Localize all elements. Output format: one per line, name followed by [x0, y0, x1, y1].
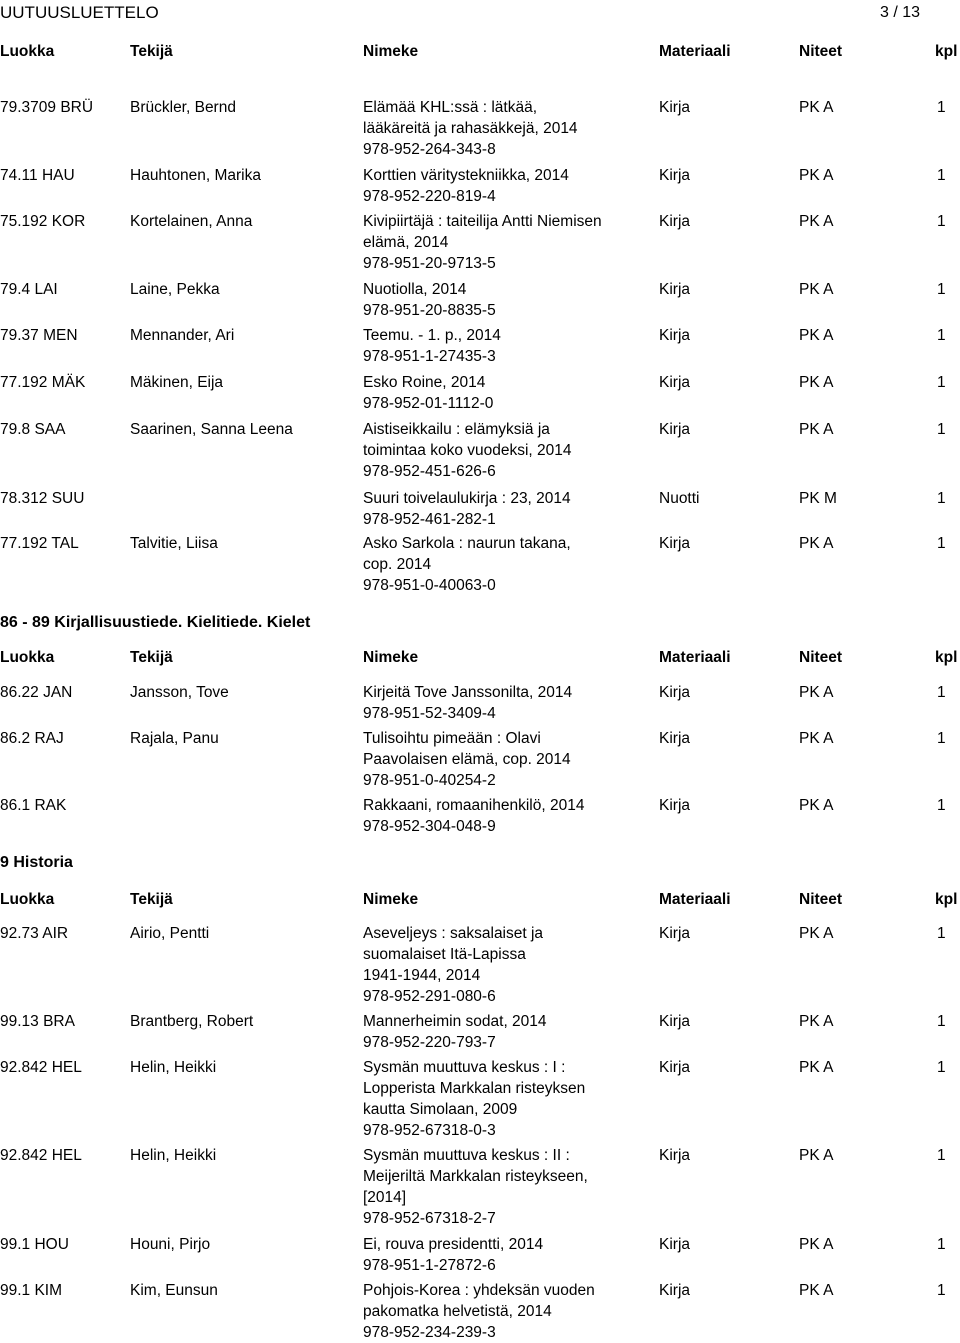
col-nimeke	[363, 97, 578, 160]
column-header-nimeke: Nimeke	[363, 649, 419, 666]
col-luokka: 79.37 MEN	[0, 327, 78, 344]
isbn-line: 978-951-20-9713-5	[363, 255, 496, 272]
col-nimeke	[363, 1145, 588, 1229]
col-tekija: Laine, Pekka	[130, 281, 220, 298]
title-line: Aistiseikkailu : elämyksiä ja	[363, 421, 550, 438]
column-header-niteet: Niteet	[799, 649, 843, 666]
isbn-line: 978-952-461-282-1	[363, 511, 496, 528]
col-nimeke	[363, 488, 571, 530]
col-nimeke	[363, 325, 501, 367]
col-tekija: Hauhtonen, Marika	[130, 167, 261, 184]
col-niteet: PK A	[799, 99, 834, 116]
isbn-line: 978-951-1-27872-6	[363, 1257, 496, 1274]
col-luokka: 79.3709 BRÜ	[0, 99, 94, 116]
title-line: Meijeriltä Markkalan risteykseen,	[363, 1168, 588, 1185]
col-nimeke	[363, 1234, 543, 1276]
title-line: Paavolaisen elämä, cop. 2014	[363, 751, 571, 768]
title-line: Mannerheimin sodat, 2014	[363, 1013, 547, 1030]
col-luokka: 86.2 RAJ	[0, 730, 64, 747]
col-niteet: PK A	[799, 1013, 834, 1030]
col-luokka: 79.8 SAA	[0, 421, 66, 438]
isbn-line: 978-951-0-40063-0	[363, 577, 496, 594]
col-luokka: 86.22 JAN	[0, 684, 73, 701]
isbn-line: 978-952-67318-0-3	[363, 1122, 496, 1139]
col-kpl: 1	[937, 797, 946, 814]
title-line: Elämää KHL:ssä : lätkää,	[363, 99, 538, 116]
col-luokka: 99.1 HOU	[0, 1236, 69, 1253]
col-kpl: 1	[937, 99, 946, 116]
col-nimeke	[363, 533, 571, 596]
col-kpl: 1	[937, 1236, 946, 1253]
isbn-line: 978-952-291-080-6	[363, 988, 496, 1005]
title-line: Ei, rouva presidentti, 2014	[363, 1236, 544, 1253]
col-kpl: 1	[937, 327, 946, 344]
col-kpl: 1	[937, 374, 946, 391]
title-line: Pohjois-Korea : yhdeksän vuoden	[363, 1282, 595, 1299]
title-line: Suuri toivelaulukirja : 23, 2014	[363, 490, 571, 507]
column-header-luokka: Luokka	[0, 43, 55, 60]
col-niteet: PK A	[799, 1147, 834, 1164]
title-line: kautta Simolaan, 2009	[363, 1101, 518, 1118]
col-tekija: Airio, Pentti	[130, 925, 210, 942]
col-luokka: 78.312 SUU	[0, 490, 85, 507]
col-niteet: PK A	[799, 1236, 834, 1253]
col-materiaali: Kirja	[659, 1282, 691, 1299]
column-header-luokka: Luokka	[0, 649, 55, 666]
column-header-kpl: kpl	[935, 649, 958, 666]
isbn-line: 978-952-67318-2-7	[363, 1210, 496, 1227]
col-nimeke	[363, 165, 569, 207]
col-kpl: 1	[937, 281, 946, 298]
title-line: Kivipiirtäjä : taiteilija Antti Niemisen	[363, 213, 602, 230]
col-materiaali: Kirja	[659, 421, 691, 438]
column-header-tekija: Tekijä	[130, 649, 173, 666]
col-materiaali: Kirja	[659, 281, 691, 298]
isbn-line: 978-951-0-40254-2	[363, 772, 496, 789]
column-header-nimeke: Nimeke	[363, 43, 419, 60]
col-niteet: PK M	[799, 490, 837, 507]
title-line: toimintaa koko vuodeksi, 2014	[363, 442, 572, 459]
column-header-niteet: Niteet	[799, 891, 843, 908]
col-materiaali: Kirja	[659, 167, 691, 184]
col-luokka: 74.11 HAU	[0, 167, 75, 184]
col-tekija: Rajala, Panu	[130, 730, 219, 747]
title-line: pakomatka helvetistä, 2014	[363, 1303, 552, 1320]
title-line: Aseveljeys : saksalaiset ja	[363, 925, 544, 942]
column-header-luokka: Luokka	[0, 891, 55, 908]
title-line: [2014]	[363, 1189, 407, 1206]
col-materiaali: Kirja	[659, 1059, 691, 1076]
column-header-materiaali: Materiaali	[659, 43, 731, 60]
col-niteet: PK A	[799, 281, 834, 298]
col-tekija: Helin, Heikki	[130, 1147, 217, 1164]
title-line: Teemu. - 1. p., 2014	[363, 327, 501, 344]
col-tekija: Houni, Pirjo	[130, 1236, 211, 1253]
page-number: 3 / 13	[879, 4, 920, 21]
col-niteet: PK A	[799, 797, 834, 814]
title-line: lääkäreitä ja rahasäkkejä, 2014	[363, 120, 578, 137]
col-kpl: 1	[937, 1282, 946, 1299]
col-niteet: PK A	[799, 167, 834, 184]
title-line: Rakkaani, romaanihenkilö, 2014	[363, 797, 585, 814]
title-line: Kirjeitä Tove Janssonilta, 2014	[363, 684, 573, 701]
col-tekija: Kortelainen, Anna	[130, 213, 253, 230]
col-kpl: 1	[937, 730, 946, 747]
col-luokka: 77.192 TAL	[0, 535, 79, 552]
col-nimeke	[363, 1011, 547, 1053]
col-niteet: PK A	[799, 421, 834, 438]
section-title: 9 Historia	[0, 854, 73, 871]
col-materiaali: Kirja	[659, 684, 691, 701]
col-tekija: Helin, Heikki	[130, 1059, 217, 1076]
column-header-materiaali: Materiaali	[659, 649, 731, 666]
title-line: Sysmän muuttuva keskus : I :	[363, 1059, 566, 1076]
col-materiaali: Kirja	[659, 730, 691, 747]
col-luokka: 79.4 LAI	[0, 281, 58, 298]
section-title: 86 - 89 Kirjallisuustiede. Kielitiede. Kielet	[0, 614, 311, 631]
col-luokka: 99.1 KIM	[0, 1282, 63, 1299]
col-nimeke	[363, 419, 572, 482]
col-niteet: PK A	[799, 1059, 834, 1076]
column-header-kpl: kpl	[935, 891, 958, 908]
col-luokka: 92.842 HEL	[0, 1059, 82, 1076]
isbn-line: 978-951-20-8835-5	[363, 302, 496, 319]
col-nimeke	[363, 682, 572, 724]
title-line: suomalaiset Itä-Lapissa	[363, 946, 526, 963]
isbn-line: 978-951-1-27435-3	[363, 348, 496, 365]
isbn-line: 978-952-01-1112-0	[363, 395, 494, 412]
page-header	[0, 0, 960, 24]
isbn-line: 978-952-264-343-8	[363, 141, 496, 158]
title-line: Tulisoihtu pimeään : Olavi	[363, 730, 541, 747]
title-line: Asko Sarkola : naurun takana,	[363, 535, 571, 552]
title-line: Lopperista Markkalan risteyksen	[363, 1080, 586, 1097]
title-line: Nuotiolla, 2014	[363, 281, 467, 298]
col-nimeke	[363, 1057, 585, 1141]
col-materiaali: Kirja	[659, 1013, 691, 1030]
col-kpl: 1	[937, 213, 946, 230]
col-materiaali: Kirja	[659, 327, 691, 344]
col-materiaali: Kirja	[659, 213, 691, 230]
col-niteet: PK A	[799, 730, 834, 747]
column-header-tekija: Tekijä	[130, 891, 173, 908]
col-niteet: PK A	[799, 535, 834, 552]
col-niteet: PK A	[799, 925, 834, 942]
col-materiaali: Kirja	[659, 1147, 691, 1164]
title-line: Sysmän muuttuva keskus : II :	[363, 1147, 570, 1164]
col-materiaali: Kirja	[659, 374, 691, 391]
isbn-line: 978-952-451-626-6	[363, 463, 496, 480]
col-nimeke	[363, 1280, 595, 1343]
col-luokka: 86.1 RAK	[0, 797, 67, 814]
col-kpl: 1	[937, 421, 946, 438]
isbn-line: 978-952-220-793-7	[363, 1034, 496, 1051]
column-header-niteet: Niteet	[799, 43, 843, 60]
col-materiaali: Kirja	[659, 99, 691, 116]
col-luokka: 77.192 MÄK	[0, 374, 86, 391]
title-line: 1941-1944, 2014	[363, 967, 481, 984]
col-luokka: 92.842 HEL	[0, 1147, 82, 1164]
col-materiaali: Kirja	[659, 535, 691, 552]
col-nimeke	[363, 372, 493, 414]
col-kpl: 1	[937, 490, 946, 507]
col-niteet: PK A	[799, 213, 834, 230]
col-niteet: PK A	[799, 327, 834, 344]
isbn-line: 978-952-220-819-4	[363, 188, 496, 205]
title-line: Korttien väritystekniikka, 2014	[363, 167, 569, 184]
col-nimeke	[363, 279, 496, 321]
isbn-line: 978-952-304-048-9	[363, 818, 496, 835]
col-tekija: Mennander, Ari	[130, 327, 235, 344]
col-kpl: 1	[937, 925, 946, 942]
col-nimeke	[363, 923, 543, 1007]
col-tekija: Saarinen, Sanna Leena	[130, 421, 293, 438]
col-niteet: PK A	[799, 374, 834, 391]
isbn-line: 978-952-234-239-3	[363, 1324, 496, 1341]
col-nimeke	[363, 211, 602, 274]
col-kpl: 1	[937, 684, 946, 701]
isbn-line: 978-951-52-3409-4	[363, 705, 496, 722]
col-kpl: 1	[937, 1147, 946, 1164]
col-tekija: Jansson, Tove	[130, 684, 229, 701]
column-header-materiaali: Materiaali	[659, 891, 731, 908]
col-tekija: Brückler, Bernd	[130, 99, 236, 116]
column-header-tekija: Tekijä	[130, 43, 173, 60]
column-header-kpl: kpl	[935, 43, 958, 60]
col-materiaali: Kirja	[659, 925, 691, 942]
col-luokka: 99.13 BRA	[0, 1013, 75, 1030]
col-niteet: PK A	[799, 1282, 834, 1299]
col-kpl: 1	[937, 167, 946, 184]
col-nimeke	[363, 795, 584, 837]
col-niteet: PK A	[799, 684, 834, 701]
title-line: elämä, 2014	[363, 234, 449, 251]
title-line: Esko Roine, 2014	[363, 374, 486, 391]
col-luokka: 92.73 AIR	[0, 925, 69, 942]
col-kpl: 1	[937, 1013, 946, 1030]
col-materiaali: Kirja	[659, 1236, 691, 1253]
col-kpl: 1	[937, 535, 946, 552]
col-tekija: Talvitie, Liisa	[130, 535, 218, 552]
col-kpl: 1	[937, 1059, 946, 1076]
col-luokka: 75.192 KOR	[0, 213, 86, 230]
col-materiaali: Nuotti	[659, 490, 700, 507]
document-title: UUTUUSLUETTELO	[0, 3, 159, 22]
col-tekija: Mäkinen, Eija	[130, 374, 224, 391]
column-header-nimeke: Nimeke	[363, 891, 419, 908]
title-line: cop. 2014	[363, 556, 432, 573]
col-nimeke	[363, 728, 571, 791]
col-tekija: Kim, Eunsun	[130, 1282, 218, 1299]
col-tekija: Brantberg, Robert	[130, 1013, 254, 1030]
col-materiaali: Kirja	[659, 797, 691, 814]
